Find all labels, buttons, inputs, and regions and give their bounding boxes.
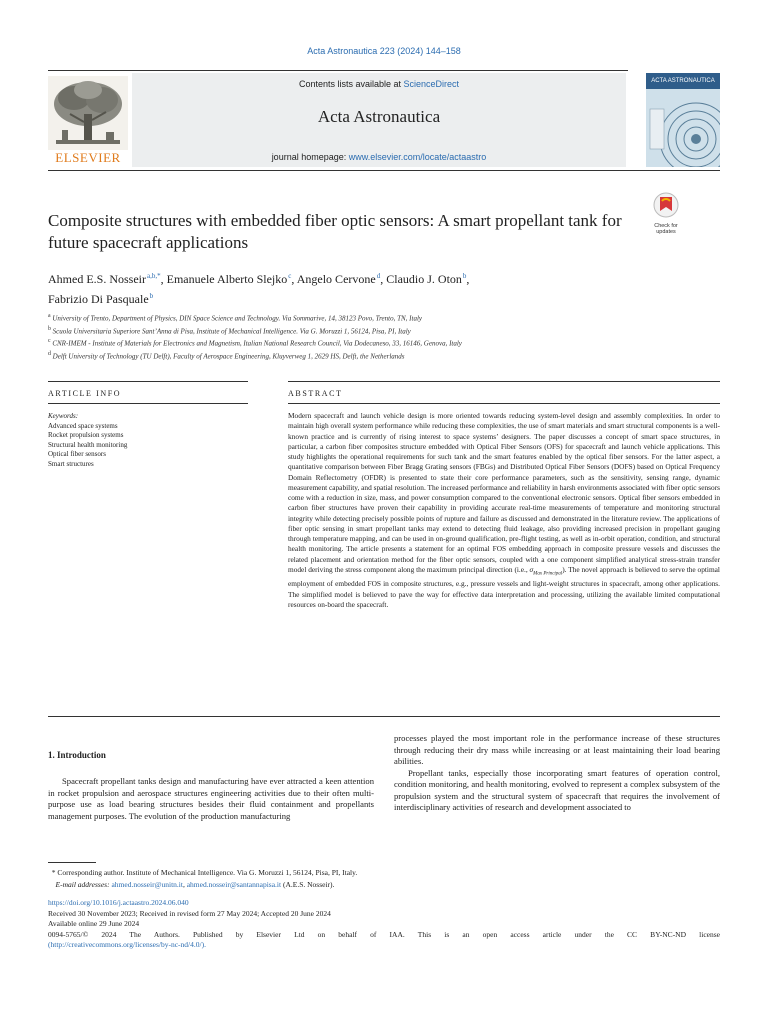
author-name[interactable]: Angelo Cervone [296, 272, 376, 286]
abstract-text [288, 411, 720, 610]
abstract-heading: ABSTRACT [288, 389, 343, 398]
cover-artwork [646, 89, 720, 167]
abstract-text-part1: Modern spacecraft and launch vehicle design is more oriented towards reducing system-level design and assembly complexities. In order to maintain high overall system performance while reducing these complexities, the use of smart materials and smart structural components is a well-known practice and is currently of rising interest to space systems’ designers. The paper discusses a concept of smart space structures, in particular, a carbon fiber composites structure embedded with Optical Fiber Sensors (OFS) for spacecraft and launch vehicle applications. This study highlights the operational requirements for such tank and the smart features enabled by the optical fiber sensors. For the latter aspect, a quantitative comparison between Fiber Bragg Grating sensors (FBGs) and Distributed Optical Fiber Sensors (DOFS) based on Optical Frequency Domain Reflectometry (OFDR) is presented to state their core performance parameters, such as the sensitivity, sensing range, dynamic measurement capability, and spatial resolution. The increased performance and reliability in harsh environments associated with fiber optic sensors come with a reduction in size, mass, and power consumption compared to the conventional electronic sensors. Optical fiber sensors embedded in carbon fiber structures have proven their capability in providing accurate real-time measurements of temperature and monitoring structural integrity while detecting precisely possible points of rupture and failure as discussed and demonstrated in the literature review. The applications of fiber optic sensing in smart propellant tanks may extend to detecting fluid leakage, also providing increased precision in propellant gauging through temperature mapping, and can be used in on-ground qualification, pre-flight testing, as well as in-orbit operation, condition, and structural health monitoring. The article presents a statement for an optimal FOS embedding approach in composite pressure vessels and discusses the related placement and orientation method for the fiber optic sensors, coupled with a one component simplified analytical stress-strain transfer model deriving the stress component along the maximum principal direction (i.e., [288, 411, 720, 574]
sciencedirect-link[interactable]: ScienceDirect [403, 79, 460, 89]
keyword: Rocket propulsion systems [48, 431, 124, 440]
keyword: Advanced space systems [48, 421, 118, 430]
author-affiliation-marker[interactable]: d [376, 272, 381, 280]
introduction-paragraph: processes played the most important role in the performance increase of these structures through reducing their dry mass while increasing or at least maintaining their load bearing abilities. [394, 733, 720, 767]
doi-link[interactable]: https://doi.org/10.1016/j.actaastro.2024.06.040 [48, 898, 189, 907]
introduction-heading: 1. Introduction [48, 750, 106, 760]
keyword: Optical fiber sensors [48, 450, 106, 459]
check-for-updates-icon [653, 192, 679, 218]
affiliation [48, 336, 728, 349]
cover-title: ACTA ASTRONAUTICA [651, 78, 715, 84]
journal-title: Acta Astronautica [317, 107, 441, 126]
abstract-end-rule [48, 716, 720, 717]
abstract-top-rule [288, 381, 720, 382]
cover-title-bar [646, 73, 720, 89]
abstract-bottom-rule [288, 403, 720, 404]
footnotes [48, 867, 728, 890]
affiliation [48, 311, 728, 324]
author-name[interactable]: Claudio J. Oton [386, 272, 462, 286]
email-owner: (A.E.S. Nosseir). [282, 879, 335, 889]
email-link-santannapisa[interactable]: ahmed.nosseir@santannapisa.it [186, 879, 282, 889]
author-name[interactable]: Ahmed E.S. Nosseir [48, 272, 146, 286]
elsevier-wordmark: ELSEVIER [55, 150, 121, 165]
contents-line [132, 79, 626, 89]
keyword: Smart structures [48, 459, 94, 468]
introduction-left-column: Spacecraft propellant tanks design and manufacturing have ever attracted a keen attention in rocket propulsion and aerospace structures engineering activities due to their often multi-purpose use as load bearing structures besides their fluid containment and propellants management purposes. The evolution of the production manufacturing [48, 776, 374, 821]
publication-info [48, 898, 720, 951]
footnote-rule [48, 862, 96, 863]
corresponding-author-note: * Corresponding author. Institute of Mechanical Intelligence. Via G. Moruzzi 1, 56124, Pisa, PI, Italy. [48, 868, 358, 877]
article-title: Composite structures with embedded fiber optic sensors: A smart propellant tank for future spacecraft applications [48, 211, 622, 252]
author-list: Ahmed E.S. Nosseir $^{a,b,*}$, Emanuele Alberto Slejko $^c$, Angelo Cervone $^d$, Claudio J. Oton $^b$, Fabrizio Di Pasquale $^b$ [48, 272, 470, 306]
abstract-text-part2: ). The novel approach is believed to serve the optimal employment of embedded FOS in composite structures, e.g., pressure vessels and light-weight structures in spacecraft, among other applications. The simplified model is believed to pave the way for effective data interpretation and processing, utilizing the available limited computational resources on-board the spacecraft. [288, 564, 720, 609]
keywords-heading: Keywords: [48, 412, 79, 420]
elsevier-tree-logo [48, 76, 128, 150]
check-for-updates-line1: Check for [654, 223, 678, 229]
available-online-date: Available online 29 June 2024 [48, 919, 140, 928]
homepage-link[interactable]: www.elsevier.com/locate/actaastro [348, 152, 487, 162]
license-link[interactable]: (http://creativecommons.org/licenses/by-nc-nd/4.0/). [48, 940, 206, 949]
journal-homepage [132, 152, 626, 162]
journal-reference[interactable]: Acta Astronautica 223 (2024) 144–158 [307, 46, 461, 56]
author-affiliation-marker[interactable]: a,b,* [147, 272, 161, 280]
author-affiliation-marker[interactable]: b [462, 272, 467, 280]
keyword: Structural health monitoring [48, 440, 128, 449]
article-info-heading: ARTICLE INFO [48, 389, 122, 398]
header-top-rule [48, 70, 628, 71]
email-label: E-mail addresses: [55, 879, 110, 889]
journal-cover[interactable] [646, 73, 720, 167]
author-affiliation-marker[interactable]: c [288, 272, 292, 280]
affiliation-text: Delft University of Technology (TU Delft), Faculty of Aerospace Engineering, Kluyverweg 1, 2629 HS, Delft, the Netherlands [52, 352, 405, 361]
affiliation [48, 349, 728, 362]
header-bottom-rule [48, 170, 720, 171]
keywords-block [48, 412, 248, 470]
sigma-symbol: σ [529, 564, 534, 574]
affiliation-marker: d [48, 350, 51, 357]
affiliation-marker: a [48, 313, 51, 319]
affiliation-marker: c [48, 338, 51, 345]
affiliation-marker: b [48, 325, 51, 332]
email-addresses: E-mail addresses: ahmed.nosseir@unitn.it, ahmed.nosseir@santannapisa.it (A.E.S. Nosseir). [55, 879, 335, 889]
introduction-paragraph: Propellant tanks, especially those incorporating smart features of operation control, condition monitoring, and health monitoring, evolved to represent a complex subsystem of the propulsion system and the structural system of spacecraft that requires the involvement of interdisciplinary activities of research and development associated to [394, 767, 720, 813]
author-name[interactable]: Emanuele Alberto Slejko [166, 272, 288, 286]
email-link-unitn[interactable]: ahmed.nosseir@unitn.it [111, 879, 183, 889]
author-name[interactable]: Fabrizio Di Pasquale [48, 292, 149, 306]
affiliation-text: University of Trento, Department of Physics, DIN Space Science and Technology. Via Sommarive, 14, 38123 Povo, Trento, TN, Italy [52, 314, 422, 323]
sigma-subscript: Max Principal [533, 571, 563, 577]
contents-prefix: Contents lists available at [298, 79, 404, 89]
affiliation-text: CNR-IMEM - Institute of Materials for Electronics and Magnetism, Italian National Research Council, Via Dodecaneso, 33, 16146, Genova, Italy [52, 339, 462, 348]
check-for-updates-line2: updates [656, 229, 676, 235]
article-info-bottom-rule [48, 403, 248, 404]
introduction-right-column [394, 733, 720, 814]
affiliations [48, 311, 728, 362]
homepage-prefix: journal homepage: [271, 152, 349, 162]
affiliation [48, 324, 728, 337]
received-dates: Received 30 November 2023; Received in revised form 27 May 2024; Accepted 20 June 2024 [48, 908, 331, 918]
affiliation-text: Scuola Universitaria Superiore Sant’Anna di Pisa, Institute of Mechanical Intelligence. Via G. Moruzzi 1, 56124, Pisa, PI, Italy [52, 326, 411, 335]
article-info-top-rule [48, 381, 248, 382]
corresponding-author-text: Corresponding author. Institute of Mechanical Intelligence. Via G. Moruzzi 1, 56124, Pisa, PI, Italy. [57, 868, 358, 877]
author-affiliation-marker[interactable]: b [149, 292, 154, 300]
check-for-updates-badge[interactable] [648, 192, 684, 234]
license-statement: 0094-5765/© 2024 The Authors. Published by Elsevier Ltd on behalf of IAA. This is an open access article under the CC BY-NC-ND license [48, 929, 720, 939]
